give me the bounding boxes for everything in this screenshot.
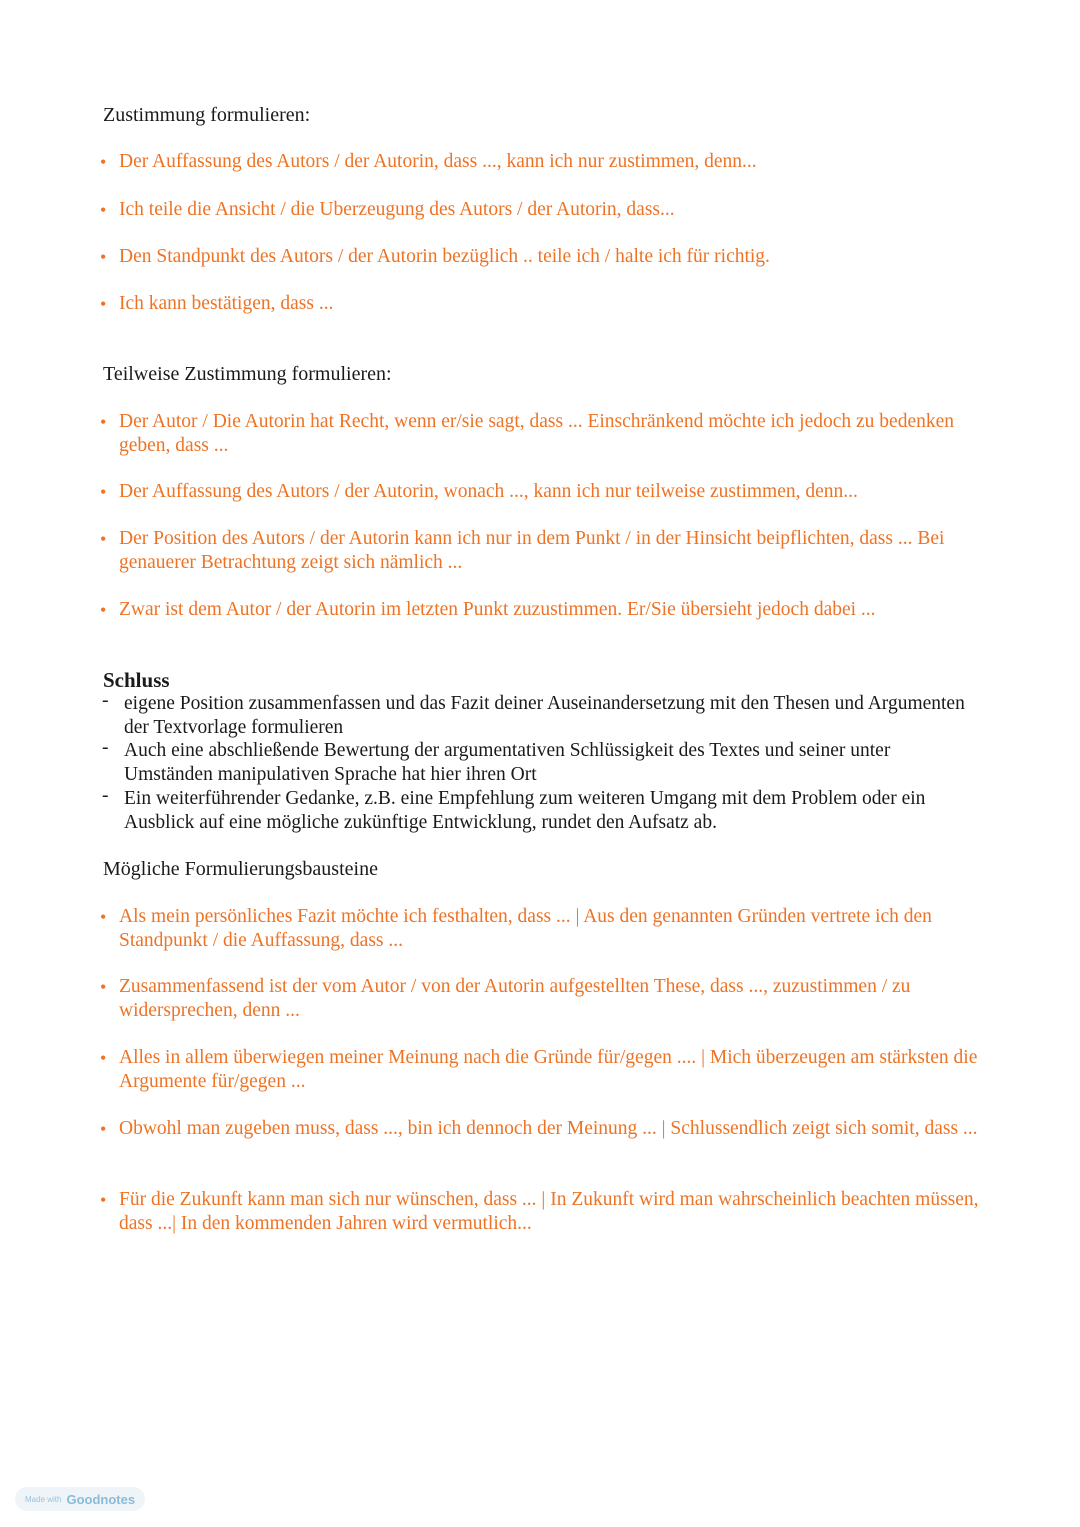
list-item-conclusion-2: - Auch eine abschließende Bewertung der argumentativen Schlüssigkeit des Textes und seiner unter Umständen manipulativen Sprache hat hier ihren Ort	[102, 737, 891, 785]
bullet-icon: •	[100, 412, 107, 432]
list-item-phrases-1: • Als mein persönliches Fazit möchte ich festhalten, dass ... | Aus den genannten Gründen vertrete ich den Standpunkt / die Auffassung, dass ...	[100, 906, 932, 951]
bullet-icon: •	[100, 600, 107, 620]
dash-icon: -	[102, 785, 109, 806]
list-item-conclusion-1: - eigene Position zusammenfassen und das Fazit deiner Auseinandersetzung mit den Thesen und Argumenten der Textvorlage formulieren	[102, 690, 965, 738]
heading-conclusion: Schluss	[103, 668, 170, 692]
list-item-partial-4: • Zwar ist dem Autor / der Autorin im letzten Punkt zuzustimmen. Er/Sie übersieht jedoch dabei ...	[100, 599, 876, 620]
badge-brand: Goodnotes	[66, 1491, 136, 1507]
list-item-partial-2: • Der Auffassung des Autors / der Autorin, wonach ..., kann ich nur teilweise zustimmen, denn...	[100, 481, 858, 502]
list-item-phrases-3: • Alles in allem überwiegen meiner Meinung nach die Gründe für/gegen .... | Mich überzeugen am stärksten die Argumente für/gegen ...	[100, 1047, 978, 1092]
list-item-conclusion-3: - Ein weiterführender Gedanke, z.B. eine Empfehlung zum weiteren Umgang mit dem Problem oder ein Ausblick auf eine mögliche zukünftige Entwicklung, rundet den Aufsatz ab.	[102, 785, 926, 833]
bullet-icon: •	[100, 482, 107, 502]
bullet-icon: •	[100, 977, 107, 997]
bullet-icon: •	[100, 200, 107, 220]
bullet-icon: •	[100, 529, 107, 549]
bullet-icon: •	[100, 1190, 107, 1210]
dash-icon: -	[102, 737, 109, 758]
list-item-agree-1: • Der Auffassung des Autors / der Autorin, dass ..., kann ich nur zustimmen, denn...	[100, 151, 757, 172]
heading-phrases: Mögliche Formulierungsbausteine	[103, 858, 378, 880]
list-item-phrases-2: • Zusammenfassend ist der vom Autor / von der Autorin aufgestellten These, dass ..., zuzustimmen / zu widersprechen, denn ...	[100, 976, 911, 1021]
bullet-icon: •	[100, 907, 107, 927]
list-item-phrases-5: • Für die Zukunft kann man sich nur wünschen, dass ... | In Zukunft wird man wahrscheinlich beachten müssen, dass ...| In den kommenden Jahren wird vermutlich...	[100, 1189, 979, 1234]
bullet-icon: •	[100, 152, 107, 172]
bullet-icon: •	[100, 247, 107, 267]
list-item-partial-1: • Der Autor / Die Autorin hat Recht, wenn er/sie sagt, dass ... Einschränkend möchte ich jedoch zu bedenken geben, dass ...	[100, 411, 955, 456]
badge-prefix: Made with	[25, 1494, 62, 1504]
list-item-agree-3: • Den Standpunkt des Autors / der Autorin bezüglich .. teile ich / halte ich für richtig.	[100, 246, 770, 267]
goodnotes-badge[interactable]	[15, 1487, 145, 1511]
bullet-icon: •	[100, 1048, 107, 1068]
list-item-phrases-4: • Obwohl man zugeben muss, dass ..., bin ich dennoch der Meinung ... | Schlussendlich zeigt sich somit, dass ...	[100, 1118, 978, 1139]
list-item-agree-2: • Ich teile die Ansicht / die Uberzeugung des Autors / der Autorin, dass...	[100, 199, 675, 220]
dash-icon: -	[102, 690, 109, 711]
heading-partial: Teilweise Zustimmung formulieren:	[103, 363, 392, 385]
heading-agree: Zustimmung formulieren:	[103, 104, 311, 126]
bullet-icon: •	[100, 1119, 107, 1139]
list-item-partial-3: • Der Position des Autors / der Autorin kann ich nur in dem Punkt / in der Hinsicht beipflichten, dass ... Bei genauerer Betrachtung zeigt sich nämlich ...	[100, 528, 945, 573]
bullet-icon: •	[100, 294, 107, 314]
list-item-agree-4: • Ich kann bestätigen, dass ...	[100, 293, 334, 314]
